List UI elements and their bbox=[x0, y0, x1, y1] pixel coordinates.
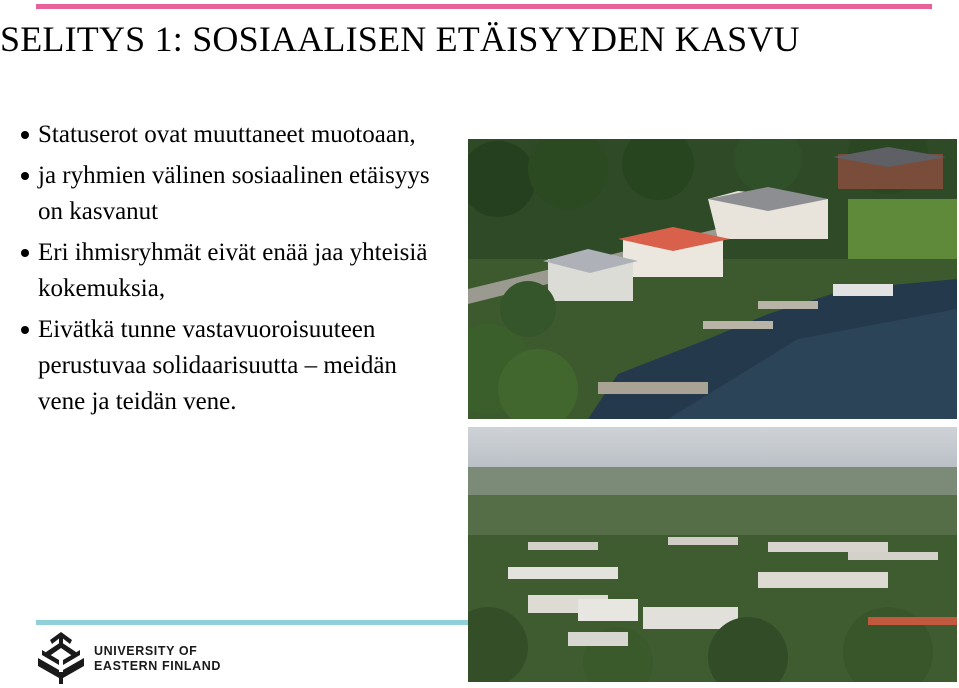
logo-line-2: EASTERN FINLAND bbox=[94, 659, 222, 673]
bullet-item: Eivätkä tunne vastavuoroisuuteen perustuvaa solidaarisuutta – meidän vene ja teidän vene. bbox=[20, 312, 450, 420]
logo-line-1: UNIVERSITY OF bbox=[94, 644, 198, 658]
bullet-list bbox=[20, 117, 450, 425]
university-name bbox=[94, 644, 221, 674]
bullet-item: Eri ihmisryhmät eivät enää jaa yhteisiä kokemuksia, bbox=[20, 235, 450, 307]
slide-title: SELITYS 1: SOSIAALISEN ETÄISYYDEN KASVU bbox=[0, 19, 800, 59]
uef-book-tree-logo bbox=[36, 632, 86, 684]
bullet-item: Statuserot ovat muuttaneet muotoaan, bbox=[20, 117, 450, 153]
top-accent-bar bbox=[36, 4, 932, 9]
aerial-villas-shoreline-photo bbox=[468, 139, 957, 419]
bullet-item: ja ryhmien välinen sosiaalinen etäisyys on kasvanut bbox=[20, 158, 450, 230]
university-logo bbox=[36, 632, 256, 684]
aerial-suburb-apartment-blocks-photo bbox=[468, 427, 957, 682]
bottom-accent-bar bbox=[36, 620, 468, 625]
